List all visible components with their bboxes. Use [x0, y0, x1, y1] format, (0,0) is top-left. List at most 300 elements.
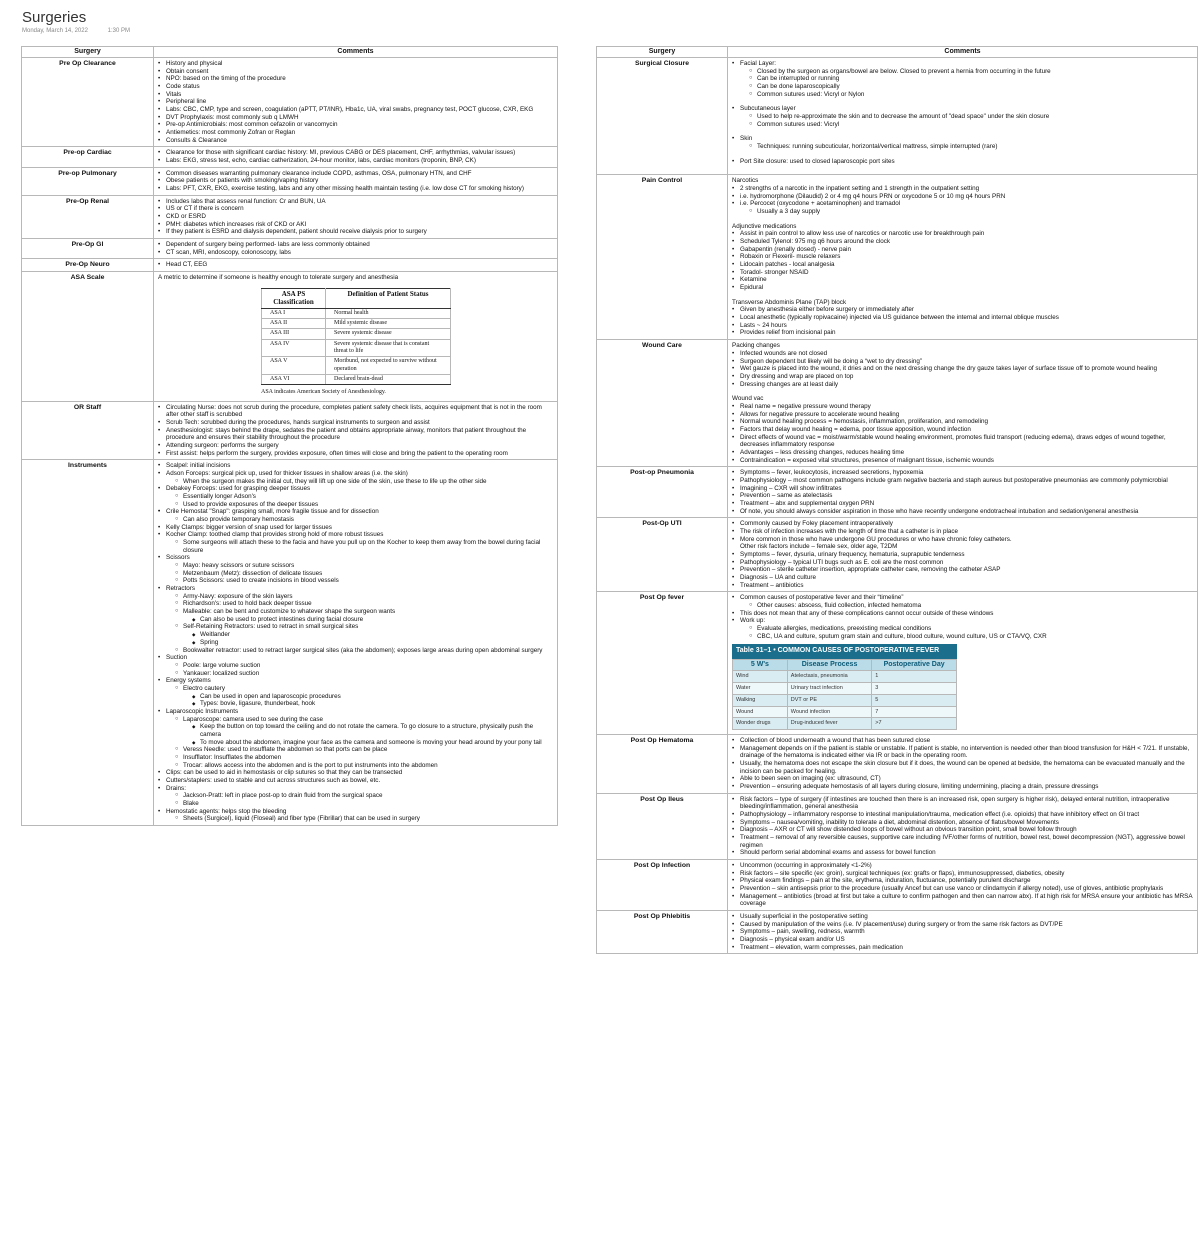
list-item: [732, 200, 1194, 215]
list-item: [732, 500, 1194, 508]
row-label: Pre-Op Neuro: [22, 259, 154, 272]
list-item-text: Port Site closure: used to closed laparoscopic port sites: [740, 157, 895, 165]
fever-cell: Wonder drugs: [733, 718, 788, 730]
fever-head-cell: 5 W's: [733, 659, 788, 671]
asa-definition: Moribund, not expected to survive without operation: [326, 357, 451, 375]
list-item: [749, 75, 1194, 83]
bullet-list: [732, 306, 1194, 337]
list-item-text: i.e. hydromorphone (Dilaudid) 2 or 4 mg q4 hours PRN or oxycodone 5 or 10 mg q4 hours PRN: [740, 192, 1006, 200]
left-notes-table: [21, 46, 558, 826]
row-label: Post-Op UTI: [597, 518, 728, 592]
list-item: [732, 276, 1194, 284]
bullet-list: [732, 796, 1194, 857]
list-item-text: Can also provide temporary hemostasis: [183, 516, 294, 524]
list-item-text: Collection of blood underneath a wound that has been sutured close: [740, 736, 931, 744]
list-item-text: This does not mean that any of these complications cannot occur outside of these windows: [740, 609, 994, 617]
list-item-text: Clips: can be used to aid in hemostasis or clip sutures so that they can be transected: [166, 769, 403, 777]
list-item: [175, 623, 554, 646]
bullet-list: [732, 105, 1194, 128]
row-wound-care: [597, 340, 1198, 467]
list-item: [732, 193, 1194, 201]
list-item: [158, 677, 554, 708]
list-item-text: Techniques: running subcuticular, horizontal/vertical mattress, simple interrupted (rare): [757, 143, 998, 151]
list-item-text: Scalpel: initial incisions: [166, 462, 231, 470]
list-item-text: Peripheral line: [166, 98, 207, 106]
fever-cell: 7: [872, 706, 957, 718]
list-item-text: Physical exam findings – pain at the site, erythema, induration, fluctuance, potentially purulent discharge: [740, 877, 1031, 885]
list-item: [732, 230, 1194, 238]
list-item-text: Treatment – removal of any reversible causes, supportive care including IVF/other forms of nutrition, bowel rest, bowel decompression (NGT), aggressive bowel regimen: [740, 833, 1185, 849]
list-item: [158, 462, 554, 470]
list-item: [732, 457, 1194, 465]
list-item-text: Dependent of surgery being performed- labs are less commonly obtained: [166, 241, 370, 249]
list-item: [732, 508, 1194, 516]
row-comments: [154, 147, 558, 167]
list-item: [158, 121, 554, 129]
list-item: [732, 849, 1194, 857]
list-item: [749, 113, 1194, 121]
list-item: [749, 602, 1194, 610]
list-item: [732, 105, 1194, 128]
list-item: [732, 520, 1194, 528]
sub-list: [175, 516, 554, 524]
list-item: [192, 700, 554, 708]
page-date: Monday, March 14, 2022: [22, 28, 88, 34]
list-item-text: Suction: [166, 654, 188, 662]
row-pre-op-renal: [22, 195, 558, 238]
list-item-text: Should perform serial abdominal exams and assess for bowel function: [740, 849, 936, 857]
asa-definition: Normal health: [326, 308, 451, 318]
list-item: [158, 419, 554, 427]
fever-cell: Drug-induced fever: [787, 718, 871, 730]
bullet-list: [158, 170, 554, 193]
list-item-text: History and physical: [166, 60, 223, 67]
list-item: [732, 944, 1194, 952]
row-label: Post Op Phlebitis: [597, 911, 728, 954]
asa-class: ASA IV: [262, 339, 326, 357]
list-item-text: Consults & Clearance: [166, 136, 227, 144]
list-item: [732, 783, 1194, 791]
sub-list: [175, 815, 554, 823]
row-asa-scale: [22, 272, 558, 402]
row-post-op-infection: [597, 860, 1198, 911]
list-item-text: Commonly caused by Foley placement intraoperatively: [740, 520, 893, 528]
list-item-text: Advantages – less dressing changes, reduces healing time: [740, 448, 905, 456]
col-header-surgery: Surgery: [22, 47, 154, 58]
list-item: [158, 228, 554, 236]
list-item-text: Pathophysiology – typical UTI bugs such as E. coli are the most common: [740, 558, 944, 566]
row-label: ASA Scale: [22, 272, 154, 402]
list-item: [158, 404, 554, 419]
sub-list: [749, 113, 1194, 128]
row-comments: [728, 793, 1198, 859]
list-item: [732, 834, 1194, 849]
list-item: [732, 913, 1194, 921]
list-item-text: Common sutures used: Vicryl: [757, 120, 840, 128]
sub-list: [749, 625, 1194, 640]
bullet-list: [732, 185, 1194, 216]
list-item: [732, 610, 1194, 618]
list-item: [732, 559, 1194, 567]
fever-table-header: [733, 659, 957, 671]
fever-table-title: Table 31–1 • COMMON CAUSES OF POSTOPERATIVE FEVER: [732, 644, 957, 659]
list-item-text: Malleable: can be bent and customize to whatever shape the surgeon wants: [183, 608, 396, 616]
list-item-text: Drains:: [166, 784, 186, 792]
list-item-text: Dry dressing and wrap are placed on top: [740, 372, 854, 380]
list-item: [749, 208, 1194, 216]
list-item: [732, 760, 1194, 775]
list-item-text: Keep the button on top toward the ceiling and do not rotate the camera. To go closure to a structure, physically push the camera: [200, 723, 534, 738]
list-item: [732, 135, 1194, 150]
row-post-op-ileus: [597, 793, 1198, 859]
list-item: [158, 427, 554, 442]
list-item-text: Ketamine: [740, 276, 767, 284]
list-item-text: Potts Scissors: used to create incisions in blood vessels: [183, 577, 339, 585]
spacer: [732, 165, 1194, 172]
spacer: [732, 151, 1194, 158]
list-item-text: Poole: large volume suction: [183, 661, 261, 669]
list-item: [175, 815, 554, 823]
list-item: [158, 808, 554, 823]
list-item-text: Infected wounds are not closed: [740, 349, 828, 357]
list-item: [732, 381, 1194, 389]
col-header-comments: Comments: [154, 47, 558, 58]
bullet-list: [732, 520, 1194, 543]
list-item: [732, 350, 1194, 358]
list-item-text: Lidocain patches - local analgesia: [740, 261, 835, 269]
bullet-list: [158, 241, 554, 256]
row-label: Post Op Infection: [597, 860, 728, 911]
list-item-text: Evaluate allergies, medications, preexisting medical conditions: [757, 625, 932, 632]
row-post-op-fever: [597, 592, 1198, 735]
list-item-text: Laparoscopic Instruments: [166, 707, 239, 715]
list-item-text: Crile Hemostat "Snap": grasping small, more fragile tissue and for dissection: [166, 508, 379, 516]
asa-definition: Severe systemic disease that is constant threat to life: [326, 339, 451, 357]
row-comments: [154, 195, 558, 238]
list-item-text: Allows for negative pressure to accelerate wound healing: [740, 410, 900, 418]
row-label: Post Op Ileus: [597, 793, 728, 859]
list-item-text: Labs: EKG, stress test, echo, cardiac catherization, 24-hour monitor, labs, cardiac monitors (troponin, BNP, CK): [166, 157, 476, 165]
list-item: [192, 616, 554, 624]
list-item-text: Assist in pain control to allow less use of narcotics or narcotic use for breakthrough pain: [740, 230, 985, 238]
sub-list: [192, 616, 554, 624]
list-item-text: Kocher Clamp: toothed clamp that provides strong hold of more robust tissues: [166, 531, 384, 539]
list-item: [175, 608, 554, 623]
section-subheading: Wound vac: [732, 395, 764, 403]
list-item-text: Electro cautery: [183, 684, 225, 692]
list-item-text: Laparoscope: camera used to see during the case: [183, 715, 324, 723]
list-item: [732, 449, 1194, 457]
list-item-text: i.e. Percocet (oxycodone + acetaminophen) and tramadol: [740, 200, 901, 208]
list-item: [749, 83, 1194, 91]
list-item: [175, 600, 554, 608]
list-item-text: Risk factors – site specific (ex: groin), surgical techniques (ex: grafts or flaps), immunosuppressed, diabetics, obesity: [740, 869, 1065, 877]
list-item: [732, 594, 1194, 609]
row-pre-op-gi: [22, 239, 558, 259]
list-item: [732, 418, 1194, 426]
row-post-op-hematoma: [597, 734, 1198, 793]
list-item: [175, 746, 554, 754]
list-item: [175, 762, 554, 770]
list-item: [192, 723, 554, 738]
list-item: [749, 91, 1194, 99]
fever-row: [733, 718, 957, 730]
list-item-text: Hemostatic agents: helps stop the bleeding: [166, 807, 287, 815]
sub-list: [749, 602, 1194, 610]
sub-list: [749, 143, 1194, 151]
list-item-text: Of note, you should always consider aspiration in those who have recently undergone endotracheal intubation and sedation/general anesthesia: [740, 507, 1139, 515]
asa-caption: ASA indicates American Society of Anesthesiology.: [261, 389, 386, 396]
row-label: Post Op fever: [597, 592, 728, 735]
list-item: [158, 98, 554, 106]
list-item: [158, 654, 554, 677]
list-item: [175, 516, 554, 524]
list-item-text: Usually, the hematoma does not escape the skin closure but if it does, the wound can be opened at bedside, the hematoma can be evacuated manually and the incision can be packed for healing.: [740, 759, 1185, 775]
list-item: [732, 306, 1194, 314]
list-item-text: Wet gauze is placed into the wound, it dries and on the next dressing change the dry gauze takes layer of surface tissue off to promote wound healing: [740, 365, 1158, 373]
list-item-text: Obese patients or patients with smoking/vaping history: [166, 177, 319, 185]
spacer: [732, 292, 1194, 299]
list-item-text: 2 strengths of a narcotic in the inpatient setting and 1 strength in the outpatient setting: [740, 185, 980, 193]
asa-col-classification: ASA PS Classification: [262, 288, 326, 308]
list-item: [732, 426, 1194, 434]
list-item-text: Pathophysiology – most common pathogens include gram negative bacteria and staph aureus but postoperative pneumonias are commonly polymicrobial: [740, 476, 1168, 484]
list-item: [732, 862, 1194, 870]
row-label: Pre-Op Renal: [22, 195, 154, 238]
list-item-text: Scrub Tech: scrubbed during the procedures, hands surgical instruments to surgeon and assist: [166, 419, 430, 427]
list-item: [158, 170, 554, 178]
list-item: [175, 593, 554, 601]
list-item-text: Pathophysiology – inflammatory response to intestinal manipulation/trauma, medication effect (i.e. opioids) that have inhibitory effect on GI tract: [740, 810, 1140, 818]
asa-row: [262, 329, 451, 339]
list-item: [175, 647, 554, 655]
list-item-text: Gabapentin (renally dosed) - nerve pain: [740, 245, 851, 253]
list-item: [732, 261, 1194, 269]
sub-list: [192, 693, 554, 708]
row-instruments: [22, 460, 558, 826]
list-item-text: Management – antibiotics (broad at first but take a culture to confirm pathogen and then can narrow abx). If at high risk for MRSA ensure your antibiotic has MRSA coverage: [740, 892, 1193, 908]
list-item-text: Veress Needle: used to insufflate the abdomen so that ports can be place: [183, 746, 388, 754]
sub-list: [175, 478, 554, 486]
list-item-text: Local anesthetic (typically ropivacaine) injected via US guidance between the internal and internal oblique muscles: [740, 314, 1059, 322]
list-item: [158, 91, 554, 99]
row-comments: [154, 167, 558, 195]
list-item: [749, 121, 1194, 129]
list-item: [192, 639, 554, 647]
asa-row: [262, 357, 451, 375]
list-item-text: Used to help re-approximate the skin and to decrease the amount of "dead space" under the skin closure: [757, 113, 1050, 121]
row-label: Instruments: [22, 460, 154, 826]
list-item: [732, 373, 1194, 381]
bullet-list: [732, 862, 1194, 908]
list-item-text: Includes labs that assess renal function: Cr and BUN, UA: [166, 197, 326, 205]
list-item-text: Common diseases warranting pulmonary clearance include COPD, asthmas, OSA, pulmonary HTN, and CHF: [166, 169, 472, 177]
asa-class: ASA II: [262, 319, 326, 329]
list-item-text: Vitals: [166, 90, 182, 98]
list-item: [732, 617, 1194, 640]
list-item-text: Yankauer: localized suction: [183, 669, 260, 677]
bullet-list: [732, 737, 1194, 791]
list-item-text: Diagnosis – physical exam and/or US: [740, 936, 845, 944]
fever-head-cell: Disease Process: [787, 659, 871, 671]
list-item: [175, 562, 554, 570]
asa-class: ASA III: [262, 329, 326, 339]
sub-list: [749, 68, 1194, 99]
fever-cell: Atelectasis, pneumonia: [787, 671, 871, 683]
list-item: [732, 185, 1194, 193]
bullet-list: [158, 261, 554, 269]
list-item: [732, 936, 1194, 944]
list-item-text: Essentially longer Adson's: [183, 493, 256, 501]
row-comments: [728, 734, 1198, 793]
list-item: [158, 450, 554, 458]
row-comments: [154, 460, 558, 826]
list-item: [158, 442, 554, 450]
list-item-text: CBC, UA and culture, sputum gram stain and culture, blood culture, wound culture, US or CTA/VQ, CXR: [757, 632, 1047, 640]
row-comments: [154, 58, 558, 147]
row-pain-control: [597, 175, 1198, 340]
list-item-text: Head CT, EEG: [166, 261, 208, 269]
list-item: [732, 238, 1194, 246]
asa-row: [262, 339, 451, 357]
list-item-text: Richardson's: used to hold back deeper tissue: [183, 600, 312, 608]
sub-list: [175, 792, 554, 807]
list-item-text: Symptoms – pain, swelling, redness, warmth: [740, 928, 865, 936]
list-item-text: Jackson-Pratt: left in place post-op to drain fluid from the surgical space: [183, 792, 383, 800]
row-comments: [728, 911, 1198, 954]
sub-list: [175, 716, 554, 770]
fever-row: [733, 683, 957, 695]
fever-cell: >7: [872, 718, 957, 730]
list-item-text: Imagining – CXR will show infiltrates: [740, 484, 842, 492]
list-item-text: Antiemetics: most commonly Zofran or Reglan: [166, 129, 296, 137]
list-item: [158, 60, 554, 68]
asa-class: ASA I: [262, 308, 326, 318]
list-item-text: Can also be used to protect intestines during facial closure: [200, 615, 364, 623]
list-item: [175, 662, 554, 670]
list-item-text: Adson Forceps: surgical pick up, used for thicker tissues in shallow areas (i.e. the skin): [166, 470, 408, 478]
spacer: [732, 388, 1194, 395]
list-item-text: Uncommon (occurring in approximately <1-2%): [740, 862, 872, 869]
list-item: [175, 670, 554, 678]
list-item: [175, 493, 554, 501]
bullet-list: [732, 350, 1194, 388]
list-item: [158, 221, 554, 229]
bullet-list: [158, 60, 554, 144]
list-item: [158, 777, 554, 785]
bullet-list: [158, 462, 554, 823]
fever-head-cell: Postoperative Day: [872, 659, 957, 671]
list-item-text: Symptoms – fever, dysuria, urinary frequency, hematuria, suprapubic tenderness: [740, 550, 965, 558]
row-comments: [154, 239, 558, 259]
list-item-text: Scissors: [166, 554, 190, 562]
list-item: [158, 554, 554, 585]
list-item: [158, 708, 554, 769]
list-item-text: Cutters/staplers: used to stable and cut across structures such as bowel, etc.: [166, 776, 381, 784]
asa-class: ASA VI: [262, 375, 326, 385]
list-item-text: Sheets (Surgicel), liquid (Floseal) and fiber type (Fibrillar) that can be used in surgery: [183, 815, 420, 823]
list-item: [158, 185, 554, 193]
right-notes-table: [596, 46, 1198, 954]
list-item-text: DVT Prophylaxis: most commonly sub q LMWH: [166, 113, 299, 121]
fever-row: [733, 694, 957, 706]
list-item-text: Surgeon dependent but likely will be doing a “wet to dry dressing”: [740, 357, 923, 365]
spacer: [732, 128, 1194, 135]
list-item: [158, 485, 554, 508]
list-item: [192, 631, 554, 639]
row-comments: [728, 860, 1198, 911]
list-item-text: Lasts ~ 24 hours: [740, 321, 787, 329]
row-pre-op-neuro: [22, 259, 558, 272]
list-item-text: Closed by the surgeon as organs/bowel are below. Closed to prevent a hernia from occurring in the future: [757, 67, 1051, 75]
list-item: [158, 177, 554, 185]
section-subheading: Packing changes: [732, 342, 780, 350]
list-item: [732, 796, 1194, 811]
row-label: Surgical Closure: [597, 58, 728, 175]
asa-definition: Declared brain-dead: [326, 375, 451, 385]
bullet-list: [732, 230, 1194, 291]
row-label: Post Op Hematoma: [597, 734, 728, 793]
list-item: [732, 582, 1194, 590]
row-label: Pre-op Cardiac: [22, 147, 154, 167]
list-item-text: Attending surgeon: performs the surgery: [166, 442, 279, 450]
list-item-text: Symptoms – fever, leukocytosis, increased secretions, hypoxemia: [740, 469, 924, 477]
list-item: [158, 198, 554, 206]
list-item-text: To move about the abdomen, imagine your face as the camera and someone is moving your head around by your pony tail: [200, 738, 542, 746]
list-item-text: Code status: [166, 83, 200, 91]
page-title: Surgeries: [22, 9, 87, 26]
list-item-text: Robaxin or Flexeril- muscle relaxers: [740, 253, 841, 261]
list-item-text: Other causes: abscess, fluid collection, infected hematoma: [757, 601, 922, 609]
list-item: [732, 365, 1194, 373]
fever-cell: Water: [733, 683, 788, 695]
list-item: [175, 570, 554, 578]
list-item-text: Scheduled Tylenol: 975 mg q6 hours around the clock: [740, 238, 891, 246]
list-item-text: Can be done laparoscopically: [757, 83, 840, 91]
list-item: [175, 577, 554, 585]
list-item-text: Pre-op Antimicrobials: most common cefazolin or vancomycin: [166, 121, 338, 129]
bullet-list: [732, 158, 1194, 166]
list-item: [732, 893, 1194, 908]
page-time: 1:30 PM: [107, 28, 130, 34]
list-item: [158, 114, 554, 122]
row-comments: [728, 467, 1198, 518]
list-item: [158, 261, 554, 269]
row-label: Post-op Pneumonia: [597, 467, 728, 518]
list-item-text: Skin: [740, 135, 753, 143]
list-item: [175, 539, 554, 554]
row-comments: [154, 272, 558, 402]
list-item: [158, 137, 554, 145]
list-item: [158, 470, 554, 485]
sub-list: [749, 208, 1194, 216]
list-item-text: When the surgeon makes the initial cut, they will lift up one side of the skin, use these to life up the other side: [183, 477, 487, 485]
bullet-list: [732, 60, 1194, 98]
asa-row: [262, 319, 451, 329]
col-header-comments: Comments: [728, 47, 1198, 58]
list-item: [732, 819, 1194, 827]
sub-list: [175, 593, 554, 654]
list-item: [158, 68, 554, 76]
list-item-text: Army-Navy: exposure of the skin layers: [183, 592, 293, 600]
list-item-text: Blake: [183, 799, 199, 807]
list-item-text: Prevention – ensuring adequate hemostasis of all layers during closure, limiting undermining, placing a drain, pressure dressings: [740, 782, 1099, 790]
list-item: [732, 253, 1194, 261]
list-item: [732, 434, 1194, 449]
fever-cell: 5: [872, 694, 957, 706]
list-item: [158, 785, 554, 808]
list-item-text: NPO: based on the timing of the procedure: [166, 75, 286, 83]
